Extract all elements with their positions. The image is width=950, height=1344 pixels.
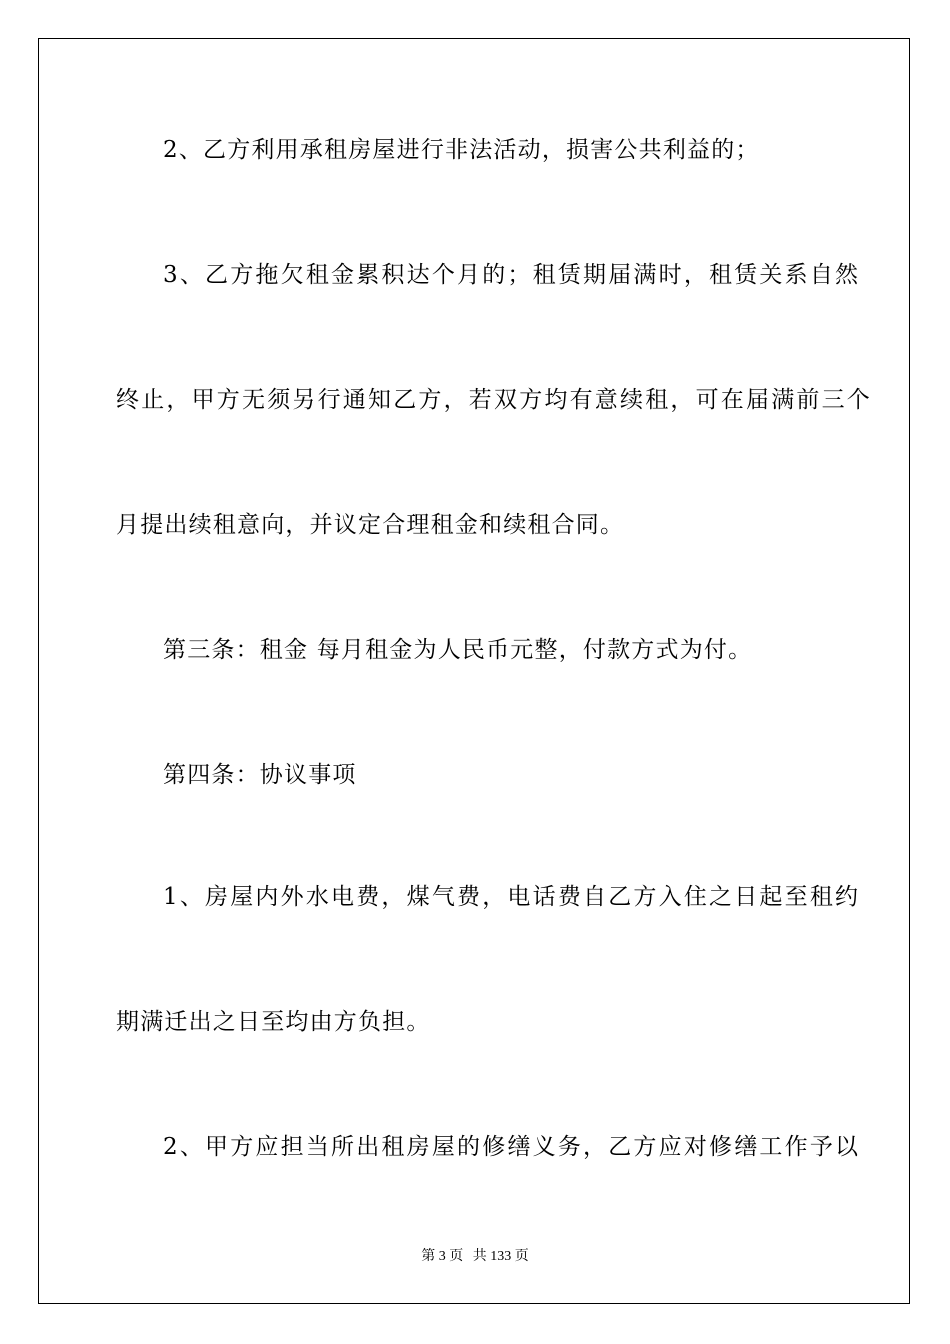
paragraph-line: 第三条：租金 每月租金为人民币元整，付款方式为付。 — [163, 637, 753, 663]
page-number: 第 3 页 — [421, 1249, 464, 1264]
section-heading: 第四条：协议事项 — [163, 762, 357, 788]
paragraph-line: 终止，甲方无须另行通知乙方，若双方均有意续租，可在届满前三个 — [116, 387, 872, 413]
paragraph-line: 2、乙方利用承租房屋进行非法活动，损害公共利益的； — [163, 137, 760, 163]
page-footer — [0, 1248, 950, 1266]
page-frame — [38, 38, 910, 1304]
paragraph-line: 2、甲方应担当所出租房屋的修缮义务，乙方应对修缮工作予以 — [163, 1134, 861, 1160]
paragraph-line: 期满迁出之日至均由方负担。 — [116, 1009, 431, 1035]
paragraph-line: 1、房屋内外水电费，煤气费，电话费自乙方入住之日起至租约 — [163, 884, 861, 910]
page-total: 共 133 页 — [472, 1249, 529, 1264]
paragraph-line: 3、乙方拖欠租金累积达个月的；租赁期届满时，租赁关系自然 — [163, 262, 861, 288]
paragraph-line: 月提出续租意向，并议定合理租金和续租合同。 — [116, 512, 625, 538]
